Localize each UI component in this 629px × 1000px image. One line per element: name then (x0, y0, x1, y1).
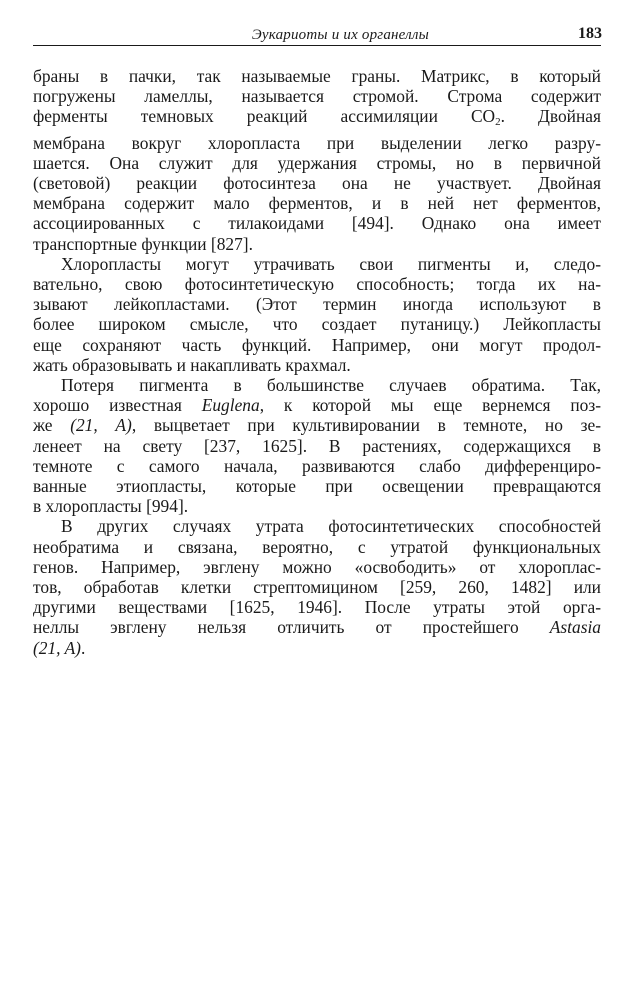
text-segment: , к которой мы еще вернемся поз- (259, 395, 601, 416)
page-number: 183 (578, 25, 602, 42)
text-line: темноте с самого начала, развиваются слабо дифференциро- (33, 455, 601, 476)
text-line: Потеря пигмента в большинстве случаев обратима. Так, (61, 375, 601, 396)
text-line: в хлоропласты [994]. (33, 496, 189, 517)
taxon-name: Astasia (549, 617, 601, 638)
text-line: Хлоропласты могут утрачивать свои пигменты и, следо- (61, 253, 601, 274)
text-segment: , выцветает при культивировании в темноте, но зе- (131, 415, 601, 436)
text-segment: неллы эвглену нельзя отличить от простейшего (33, 617, 550, 638)
text-line (33, 638, 601, 658)
text-line: более широком смысле, что создает путаницу.) Лейкопласты (33, 314, 601, 335)
text-line: В других случаях утрата фотосинтетических способностей (61, 516, 601, 537)
text-line: браны в пачки, так называемые граны. Матрикс, в который (33, 66, 601, 86)
text-segment: хорошо известная (33, 395, 202, 416)
figure-reference: (21, A) (70, 415, 132, 436)
text-segment: . (80, 637, 86, 658)
text-line: другими веществами [1625, 1946]. После утраты этой орга- (33, 597, 601, 618)
text-line: ассоциированных с тилакоидами [494]. Однако она имеет (33, 213, 601, 234)
paragraph-2 (33, 254, 601, 375)
text-line: мембрана вокруг хлоропласта при выделении легко разру- (33, 132, 601, 153)
paragraph-1 (33, 66, 601, 254)
text-line: зывают лейкопластами. (Этот термин иногда используют в (33, 294, 601, 315)
text-line (33, 106, 601, 132)
body-text (33, 66, 601, 658)
taxon-name: Euglena (201, 395, 260, 416)
text-line: погружены ламеллы, называется стромой. Строма содержит (33, 86, 601, 107)
header-rule (33, 45, 601, 46)
paragraph-3 (33, 375, 601, 516)
subscript: 2 (495, 116, 501, 129)
text-line: еще сохраняют часть функций. Например, они могут продол- (33, 334, 601, 355)
figure-reference: (21, A) (33, 637, 81, 658)
book-page (33, 24, 601, 658)
text-line: (световой) реакции фотосинтеза она не участвует. Двойная (33, 173, 601, 194)
text-line: жать образовывать и накапливать крахмал. (33, 354, 351, 375)
text-segment: . Двойная (500, 106, 601, 127)
running-head (33, 24, 601, 44)
text-segment: же (33, 415, 71, 436)
paragraph-4 (33, 516, 601, 657)
text-line: тов, обработав клетки стрептомицином [259, 260, 1482] или (33, 577, 601, 598)
text-line (33, 395, 601, 415)
text-line: мембрана содержит мало ферментов, и в ней нет ферментов, (33, 193, 601, 214)
running-title: Эукариоты и их органеллы (251, 27, 429, 43)
text-line (33, 617, 601, 637)
text-line: шается. Она служит для удержания стромы, но в первичной (33, 152, 601, 173)
text-line: генов. Например, эвглену можно «освободить» от хлороплас- (33, 556, 601, 577)
text-line (33, 415, 601, 435)
text-line: ленеет на свету [237, 1625]. В растениях, содержащихся в (33, 435, 601, 456)
text-segment: ферменты темновых реакций ассимиляции CO (33, 106, 496, 127)
text-line: ванные этиопласты, которые при освещении превращаются (33, 476, 601, 497)
text-line: необратима и связана, вероятно, с утратой функциональных (33, 536, 601, 557)
text-line: вательно, свою фотосинтетическую способность; тогда их на- (33, 274, 601, 295)
text-line: транспортные функции [827]. (33, 233, 253, 254)
